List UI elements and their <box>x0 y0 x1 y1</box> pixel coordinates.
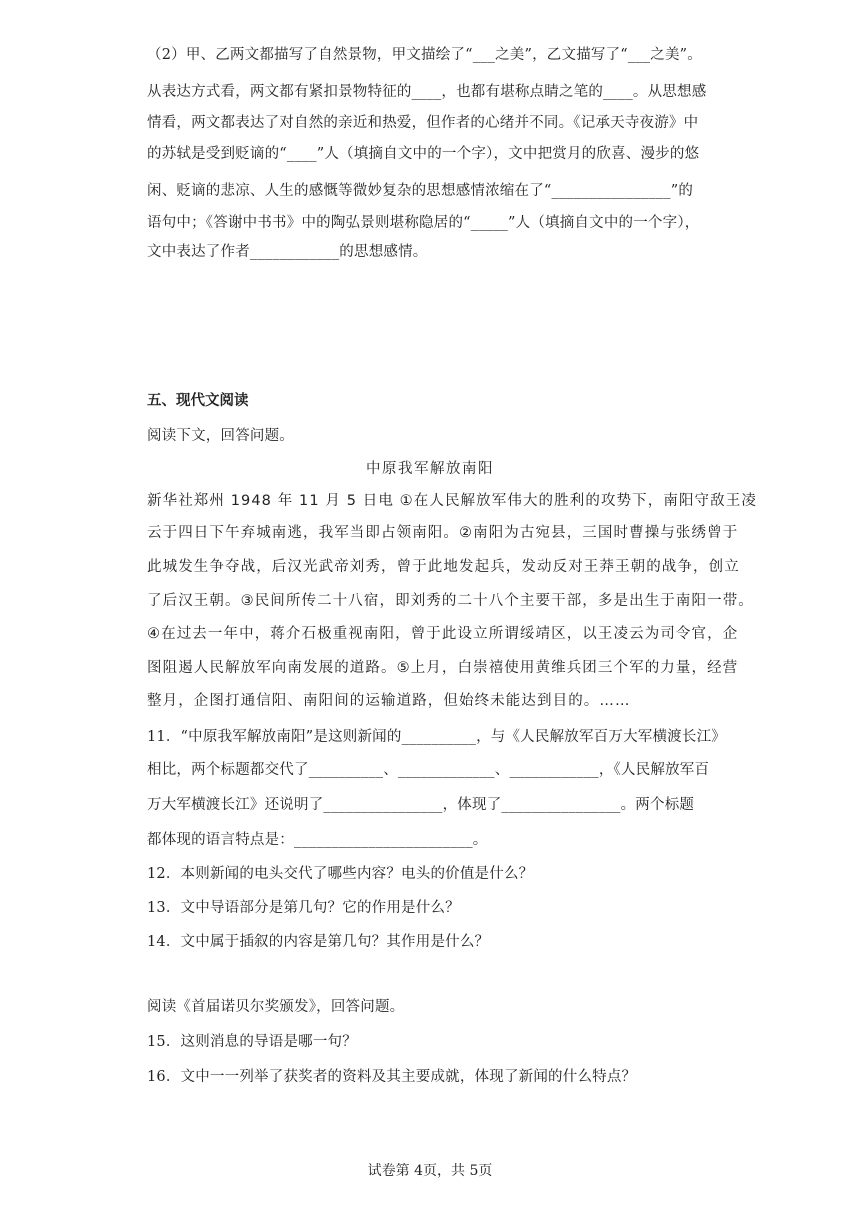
q10-part2-line-5: 闲、贬谪的悲凉、人生的感慨等微妙复杂的思想感情浓缩在了“________________”的 <box>147 183 694 199</box>
question-14: 14．文中属于插叙的内容是第几句？其作用是什么？ <box>147 934 490 950</box>
article-line-3: 此城发生争夺战，后汉光武帝刘秀，曾于此地发起兵，发动反对王莽王朝的战争，创立 <box>147 559 740 575</box>
article-line-6: 图阻遏人民解放军向南发展的道路。⑤上月，白崇禧使用黄维兵团三个军的力量，经营 <box>147 660 739 676</box>
question-11-line-2: 相比，两个标题都交代了__________、_____________、____________，《人民解放军百 <box>147 762 710 778</box>
q10-part2-line-2: 从表达方式看，两文都有紧扣景物特征的____，也都有堪称点睛之笔的____。从思想感 <box>147 84 707 100</box>
page-footer: 试卷第 4页，共 5页 <box>367 1163 493 1179</box>
article-line-4: 了后汉王朝。③民间所传二十八宿，即刘秀的二十八个主要干部，多是出生于南阳一带。 <box>147 593 754 609</box>
q10-part2-line-4: 的苏轼是受到贬谪的“____”人（填摘自文中的一个字），文中把赏月的欣喜、漫步的悠 <box>147 146 700 162</box>
q10-part2-line-7: 文中表达了作者____________的思想感情。 <box>147 244 428 260</box>
article-line-7: 整月，企图打通信阳、南阳间的运输道路，但始终未能达到目的。…… <box>147 693 631 709</box>
q10-part2-line-6: 语句中；《答谢中书书》中的陶弘景则堪称隐居的“_____”人（填摘自文中的一个字）， <box>147 215 700 231</box>
article-title: 中原我军解放南阳 <box>366 461 494 477</box>
question-13: 13．文中导语部分是第几句？它的作用是什么？ <box>147 900 460 916</box>
q10-part2-line-3: 情看，两文都表达了对自然的亲近和热爱，但作者的心绪并不同。《记承天寺夜游》中 <box>147 115 699 131</box>
question-11-line-3: 万大军横渡长江》还说明了________________，体现了________________。两个标题 <box>147 797 695 813</box>
article-line-1: 新华社郑州 1948 年 11 月 5 日电 ①在人民解放军伟大的胜利的攻势下，南阳守敌王凌 <box>147 493 757 509</box>
article-line-2: 云于四日下午弃城南逃，我军当即占领南阳。②南阳为古宛县，三国时曹操与张绣曾于 <box>147 525 739 541</box>
reading-instruction: 阅读下文，回答问题。 <box>147 428 294 444</box>
article-line-5: ④在过去一年中，蒋介石极重视南阳，曾于此设立所谓绥靖区，以王凌云为司令官，企 <box>147 626 739 642</box>
nobel-instruction: 阅读《首届诺贝尔奖颁发》，回答问题。 <box>147 999 405 1015</box>
section-heading: 五、现代文阅读 <box>147 393 249 409</box>
question-16: 16．文中一一列举了获奖者的资料及其主要成就，体现了新闻的什么特点？ <box>147 1069 637 1085</box>
question-11-line-1: 11．“中原我军解放南阳”是这则新闻的__________，与《人民解放军百万大军横渡长江》 <box>147 729 726 745</box>
q10-part2-line-1: （2）甲、乙两文都描写了自然景物，甲文描绘了“___之美”，乙文描写了“___之美”。 <box>147 47 702 63</box>
question-12: 12．本则新闻的电头交代了哪些内容？电头的价值是什么？ <box>147 866 534 882</box>
question-15: 15．这则消息的导语是哪一句？ <box>147 1034 357 1050</box>
question-11-line-4: 都体现的语言特点是：________________________。 <box>147 832 488 848</box>
